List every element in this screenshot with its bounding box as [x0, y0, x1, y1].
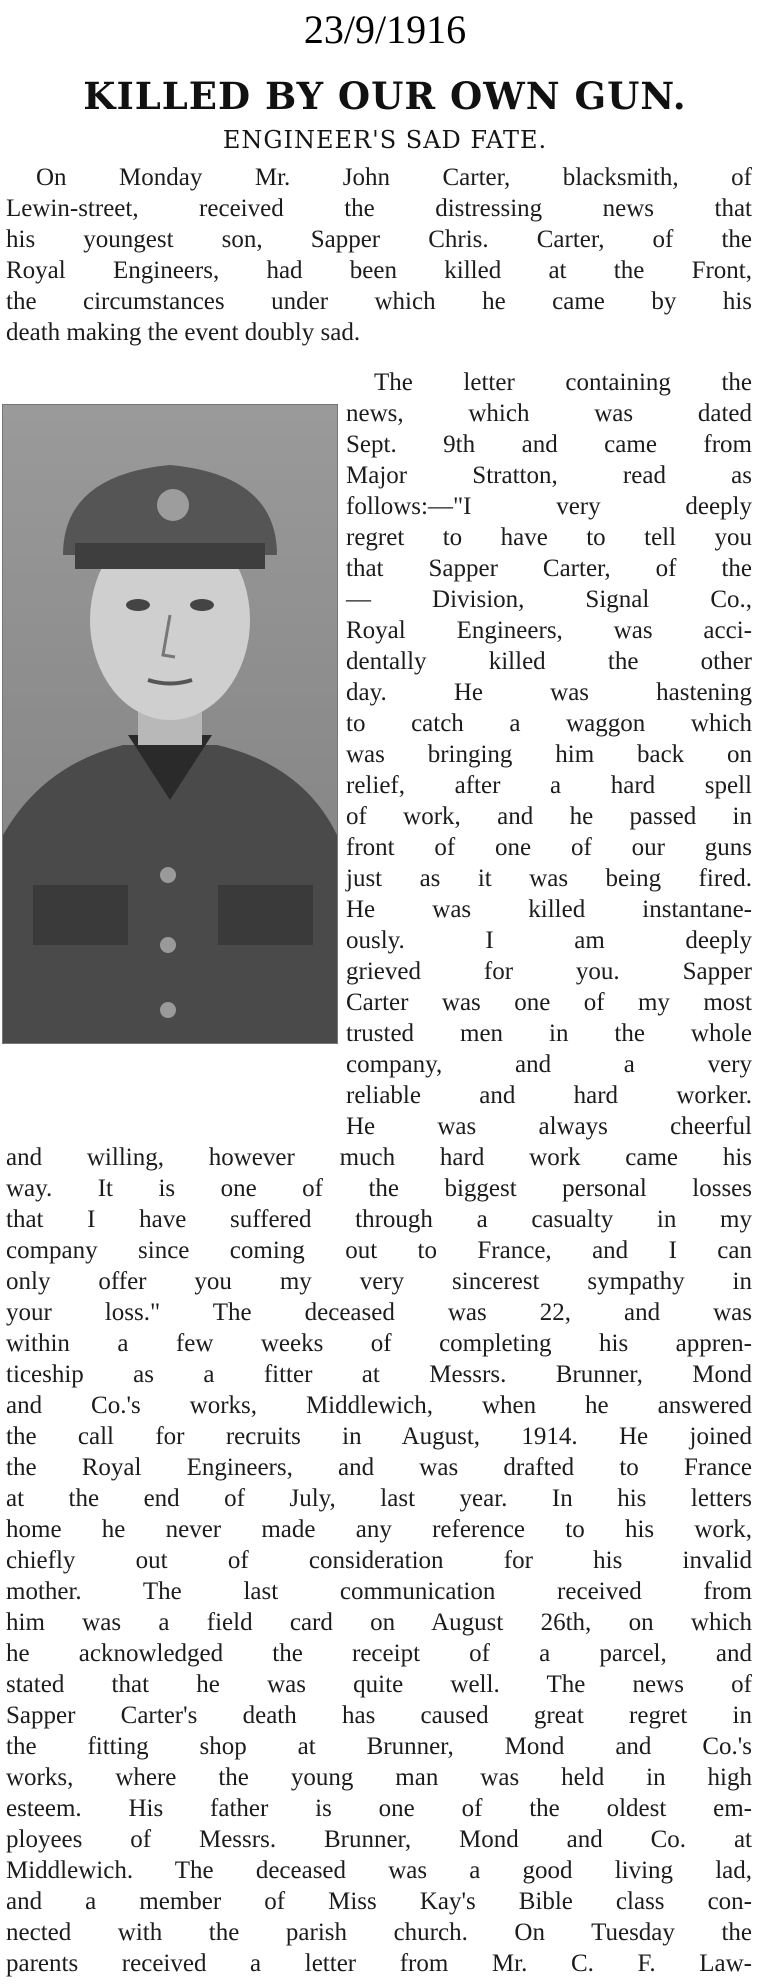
soldier-portrait-photo: [2, 404, 338, 1044]
article-line: news, which was dated: [346, 400, 752, 427]
clipping-date: 23/9/1916: [303, 7, 467, 52]
article-line: the call for recruits in August, 1914. He joined: [6, 1423, 752, 1450]
article-line: and a member of Miss Kay's Bible class con-: [6, 1888, 752, 1915]
subheadline: ENGINEER'S SAD FATE.: [222, 126, 548, 154]
article-line: that Sapper Carter, of the: [346, 555, 752, 582]
article-line: nected with the parish church. On Tuesday the: [6, 1919, 752, 1946]
article-line: trusted men in the whole: [346, 1020, 752, 1047]
article-line: just as it was being fired.: [346, 865, 752, 892]
article-line: Major Stratton, read as: [346, 462, 752, 489]
article-line: day. He was hastening: [346, 679, 752, 706]
article-line: follows:—"I very deeply: [346, 493, 752, 520]
article-line: company since coming out to France, and I can: [6, 1237, 752, 1264]
article-line: within a few weeks of completing his appren-: [6, 1330, 752, 1357]
article-line: He was killed instantane-: [346, 896, 752, 923]
article-line: esteem. His father is one of the oldest em-: [6, 1795, 752, 1822]
article-line: Royal Engineers, had been killed at the Front,: [6, 257, 752, 284]
article-line: relief, after a hard spell: [346, 772, 752, 799]
article-line: On Monday Mr. John Carter, blacksmith, of: [36, 164, 752, 191]
article-line: ously. I am deeply: [346, 927, 752, 954]
article-line: Middlewich. The deceased was a good living lad,: [6, 1857, 752, 1884]
article-line: the fitting shop at Brunner, Mond and Co.'s: [6, 1733, 752, 1760]
article-line: Carter was one of my most: [346, 989, 752, 1016]
article-line: works, where the young man was held in high: [6, 1764, 752, 1791]
article-line: only offer you my very sincerest sympathy in: [6, 1268, 752, 1295]
article-line: grieved for you. Sapper: [346, 958, 752, 985]
article-line: The letter containing the: [374, 369, 752, 396]
article-line: ticeship as a fitter at Messrs. Brunner, Mond: [6, 1361, 752, 1388]
article-line: — Division, Signal Co.,: [346, 586, 752, 613]
article-line: that I have suffered through a casualty in my: [6, 1206, 752, 1233]
article-line: chiefly out of consideration for his invalid: [6, 1547, 752, 1574]
article-line: home he never made any reference to his work,: [6, 1516, 752, 1543]
article-line: was bringing him back on: [346, 741, 752, 768]
article-line: at the end of July, last year. In his letters: [6, 1485, 752, 1512]
article-line: ployees of Messrs. Brunner, Mond and Co. at: [6, 1826, 752, 1853]
article-line: he acknowledged the receipt of a parcel, and: [6, 1640, 752, 1667]
article-line: and Co.'s works, Middlewich, when he answered: [6, 1392, 752, 1419]
article-line: mother. The last communication received from: [6, 1578, 752, 1605]
article-line: way. It is one of the biggest personal losses: [6, 1175, 752, 1202]
headline: KILLED BY OUR OWN GUN.: [83, 74, 687, 118]
article-line: to catch a waggon which: [346, 710, 752, 737]
article-line: dentally killed the other: [346, 648, 752, 675]
article-line: He was always cheerful: [346, 1113, 752, 1140]
article-line: the circumstances under which he came by his: [6, 288, 752, 315]
article-line: parents received a letter from Mr. C. F. Law-: [6, 1950, 752, 1977]
article-line: his youngest son, Sapper Chris. Carter, of the: [6, 226, 752, 253]
article-line: of work, and he passed in: [346, 803, 752, 830]
article-line: reliable and hard worker.: [346, 1082, 752, 1109]
article-line: death making the event doubly sad.: [6, 319, 361, 346]
article-line: the Royal Engineers, and was drafted to France: [6, 1454, 752, 1481]
article-line: Royal Engineers, was acci-: [346, 617, 752, 644]
article-line: regret to have to tell you: [346, 524, 752, 551]
article-line: him was a field card on August 26th, on which: [6, 1609, 752, 1636]
article-line: and willing, however much hard work came his: [6, 1144, 752, 1171]
article-line: stated that he was quite well. The news of: [6, 1671, 752, 1698]
article-line: front of one of our guns: [346, 834, 752, 861]
article-line: Sapper Carter's death has caused great regret in: [6, 1702, 752, 1729]
article-line: Lewin-street, received the distressing news that: [6, 195, 752, 222]
article-line: your loss." The deceased was 22, and was: [6, 1299, 752, 1326]
article-line: company, and a very: [346, 1051, 752, 1078]
article-line: Sept. 9th and came from: [346, 431, 752, 458]
